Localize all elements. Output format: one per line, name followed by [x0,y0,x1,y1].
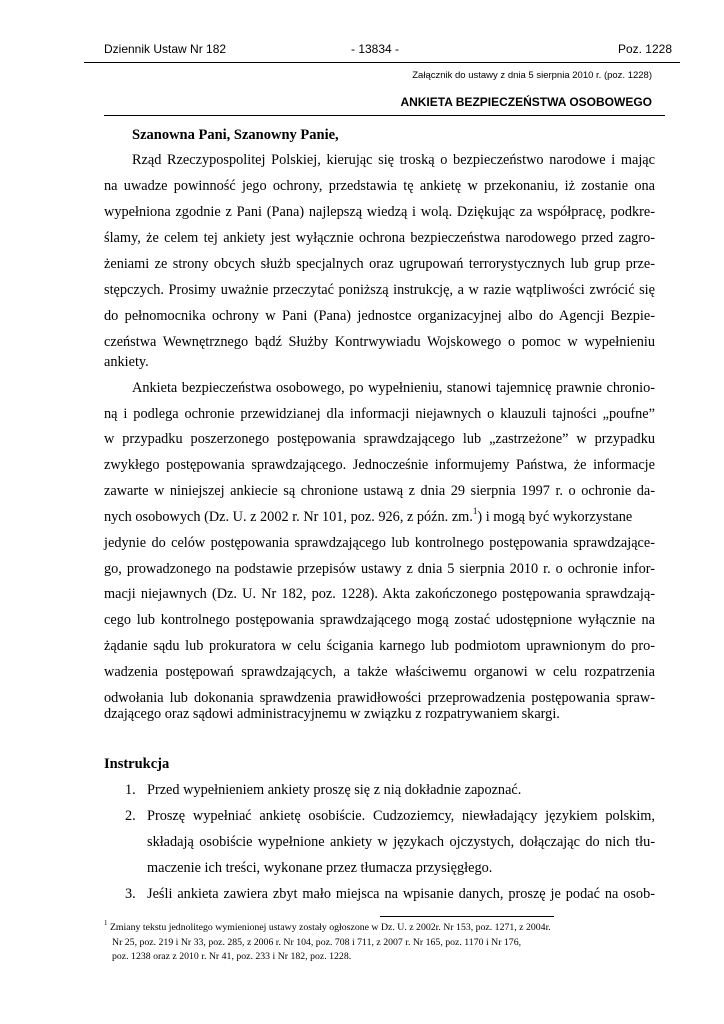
text-fragment: Zmiany tekstu jednolitego wymienionej ustawy zostały ogłoszone w Dz. U. z 2002r. Nr 153, poz. 1271, z 2004r. [109,922,551,933]
text-line: dzającego oraz sądowi administracyjnemu w związku z rozpatrywaniem skargi. [104,706,560,722]
item-number: 3. [125,886,136,902]
text-line: składają osobiście wypełnione ankiety w językach ojczystych, dołączając do nich tłu- [147,834,655,850]
text-line-with-footnote [104,506,655,525]
title-rule [104,115,665,116]
text-line: Przed wypełnieniem ankiety proszę się z nią dokładnie zapoznać. [147,782,522,798]
text-line: wadzenia postępowań sprawdzających, a także właściwemu organowi w celu rozpatrzenia [104,664,655,680]
document-title: ANKIETA BEZPIECZEŃSTWA OSOBOWEGO [400,95,652,109]
text-line: żeniami ze strony obcych służb specjalnych oraz ugrupowań terrorystycznych lub grup prze- [104,256,655,272]
journal-name: Dziennik Ustaw Nr 182 [104,42,227,56]
salutation: Szanowna Pani, Szanowny Panie, [132,127,339,143]
footnote-reference[interactable]: 1 [472,506,478,517]
page-number: - 13834 - [351,42,400,56]
text-line: czeństwa Wewnętrznego bądź Służby Kontrwywiadu Wojskowego o pomoc w wypełnieniu [104,334,655,350]
text-line: do pełnomocnika ochrony w Pani (Pana) jednostce organizacyjnej albo do Agencji Bezpie- [104,308,655,324]
text-line: Ankieta bezpieczeństwa osobowego, po wypełnieniu, stanowi tajemnicę prawnie chronio- [132,380,655,396]
item-number: 2. [125,808,136,824]
text-line: go, prowadzonego na podstawie przepisów ustawy z dnia 5 sierpnia 2010 r. o ochronie infor- [104,561,655,577]
instructions-heading: Instrukcja [104,756,170,772]
text-line: w przypadku poszerzonego postępowania sprawdzającego lub „zastrzeżone” w przypadku [104,431,655,447]
header-rule [84,62,680,63]
text-line: stępczych. Prosimy uważnie przeczytać poniższą instrukcję, a w razie wątpliwości zwrócić się [104,282,655,298]
text-fragment: nych osobowych (Dz. U. z 2002 r. Nr 101, poz. 926, z późn. zm. [104,509,473,525]
footnote-line: poz. 1238 oraz z 2010 r. Nr 41, poz. 233 i Nr 182, poz. 1228. [112,951,352,962]
text-line: jedynie do celów postępowania sprawdzającego lub kontrolnego postępowania sprawdzające- [104,535,655,551]
text-line: Jeśli ankieta zawiera zbyt mało miejsca na wpisanie danych, proszę je podać na osob- [147,886,655,902]
footnote-separator [380,916,554,917]
text-line: ankiety. [104,354,149,370]
annex-note: Załącznik do ustawy z dnia 5 sierpnia 2010 r. (poz. 1228) [412,70,652,81]
text-line: na uwadze powinność jego ochrony, przedstawia tę ankietę w przekonaniu, iż zostanie ona [104,178,655,194]
text-line: ślamy, że celem tej ankiety jest wyłącznie ochrona bezpieczeństwa narodowego przed zagro- [104,230,655,246]
text-line: maczenie ich treści, wykonane przez tłumacza przysięgłego. [147,860,493,876]
footnote-mark: 1 [104,918,108,927]
text-line: zwykłego postępowania sprawdzającego. Jednocześnie informujemy Państwa, że informacje [104,457,655,473]
position-number: Poz. 1228 [617,42,672,56]
text-line: zawarte w niniejszej ankiecie są chronione ustawą z dnia 29 sierpnia 1997 r. o ochronie da- [104,483,655,499]
text-line: Rząd Rzeczypospolitej Polskiej, kierując się troską o bezpieczeństwo narodowe i mając [132,152,655,168]
footnote-line: Nr 25, poz. 219 i Nr 33, poz. 285, z 2006 r. Nr 104, poz. 708 i 711, z 2007 r. Nr 165, poz. 1170 i Nr 176, [112,937,522,948]
footnote-line [104,918,551,934]
text-line: macji niejawnych (Dz. U. Nr 182, poz. 1228). Akta zakończonego postępowania sprawdzają- [104,586,655,602]
text-line: cego lub kontrolnego postępowania sprawdzającego mogą zostać udostępnione wyłącznie na [104,612,655,628]
text-line: wypełniona zgodnie z Pani (Pana) najlepszą wiedzą i wolą. Dziękując za współpracę, podkre- [104,204,655,220]
text-line: ną i podlega ochronie przewidzianej dla informacji niejawnych o klauzuli tajności „poufne” [104,406,655,422]
text-line: Proszę wypełniać ankietę osobiście. Cudzoziemcy, niewładający językiem polskim, [147,808,655,824]
text-fragment: ) i mogą być wykorzystane [477,509,633,525]
text-line: żądanie sądu lub prokuratora w celu ścigania karnego lub podmiotom uprawnionym do pro- [104,638,655,654]
text-line: odwołania lub dokonania sprawdzenia prawidłowości przeprowadzenia postępowania spraw- [104,690,655,706]
item-number: 1. [125,782,136,798]
